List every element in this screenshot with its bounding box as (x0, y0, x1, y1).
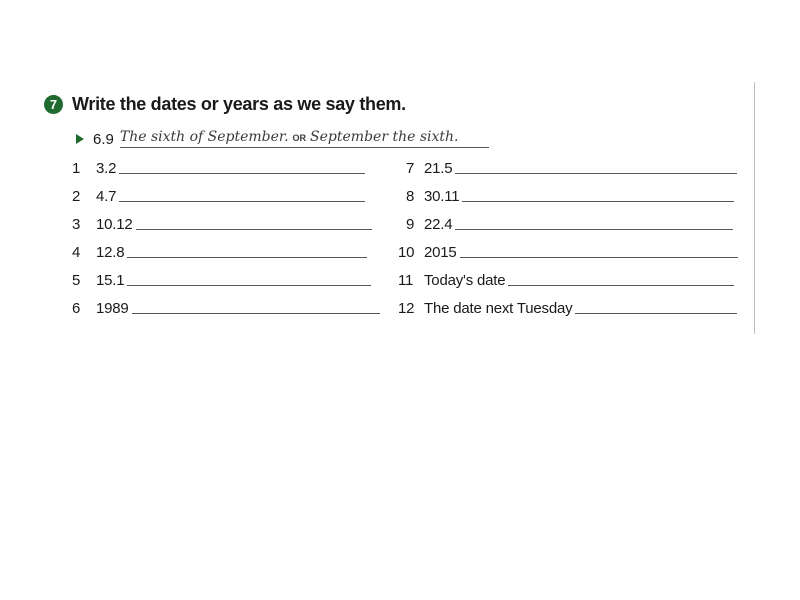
list-item (398, 244, 738, 262)
list-item (398, 300, 737, 318)
item-number: 10 (398, 244, 415, 261)
item-value: 22.4 (424, 216, 453, 233)
answer-line[interactable] (132, 312, 380, 314)
item-value: 10.12 (96, 216, 133, 233)
answer-line[interactable] (127, 256, 367, 258)
answer-line[interactable] (136, 228, 372, 230)
answer-line[interactable] (462, 200, 734, 202)
item-number: 5 (72, 272, 81, 289)
example-answer-part1: The sixth of September. (119, 129, 289, 145)
list-item (72, 216, 372, 234)
item-number: 11 (398, 272, 414, 289)
example-or-label: OR (292, 133, 307, 143)
item-number: 8 (406, 188, 415, 205)
item-number: 9 (406, 216, 415, 233)
list-item (72, 188, 365, 206)
item-value: 3.2 (96, 160, 117, 177)
list-item (72, 244, 367, 262)
list-item (72, 300, 380, 318)
list-item (72, 272, 371, 290)
item-number: 1 (72, 160, 81, 177)
example-answer (120, 128, 489, 148)
answer-line[interactable] (455, 228, 733, 230)
item-number: 7 (406, 160, 415, 177)
answer-line[interactable] (575, 312, 737, 314)
item-value: 12.8 (96, 244, 125, 261)
answer-line[interactable] (455, 172, 737, 174)
answer-line[interactable] (127, 284, 371, 286)
item-number: 6 (72, 300, 81, 317)
item-value: 30.11 (424, 188, 460, 205)
list-item (406, 216, 733, 234)
exercise-number-badge: 7 (44, 95, 63, 114)
item-value: Today's date (424, 272, 506, 289)
item-value: 15.1 (96, 272, 125, 289)
list-item (398, 272, 734, 290)
list-item (72, 160, 365, 178)
example-prompt: 6.9 (93, 131, 114, 148)
item-value: 21.5 (424, 160, 453, 177)
list-item (406, 188, 734, 206)
item-number: 2 (72, 188, 81, 205)
item-number: 12 (398, 300, 415, 317)
answer-line[interactable] (119, 200, 365, 202)
example-answer-part2: September the sixth. (310, 129, 459, 145)
page-edge-divider (754, 82, 755, 334)
play-arrow-icon (76, 134, 84, 144)
list-item (406, 160, 737, 178)
exercise-instruction: Write the dates or years as we say them. (72, 94, 406, 114)
exercise-heading (44, 94, 406, 115)
example-row (76, 128, 489, 148)
item-number: 3 (72, 216, 81, 233)
item-number: 4 (72, 244, 81, 261)
item-value: 4.7 (96, 188, 117, 205)
item-value: 1989 (96, 300, 129, 317)
answer-line[interactable] (508, 284, 734, 286)
answer-line[interactable] (460, 256, 738, 258)
answer-line[interactable] (119, 172, 365, 174)
item-value: The date next Tuesday (424, 300, 573, 317)
item-value: 2015 (424, 244, 457, 261)
